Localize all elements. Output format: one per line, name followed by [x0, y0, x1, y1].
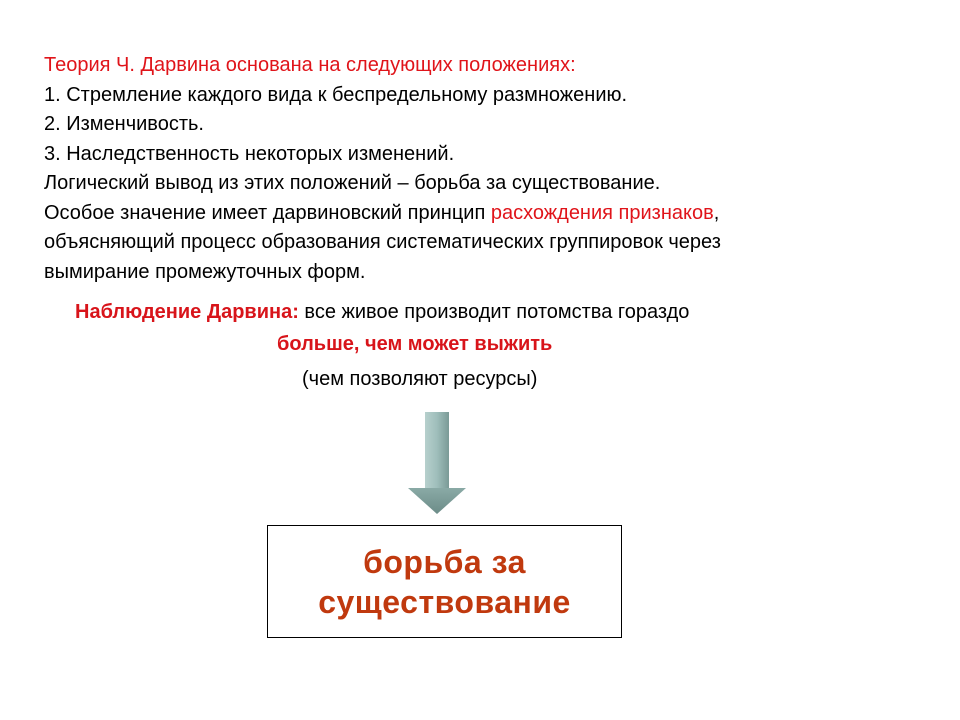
observation-label: Наблюдение Дарвина: [75, 301, 299, 323]
theory-explanation-2: вымирание промежуточных форм. [44, 260, 366, 283]
result-line-1: борьба за [363, 543, 526, 580]
theory-special-term: расхождения признаков [490, 201, 714, 224]
down-arrow-icon [408, 412, 466, 514]
theory-point-3: 3. Наследственность некоторых изменений. [44, 142, 455, 165]
theory-point-1: 1. Стремление каждого вида к беспредельному размножению. [44, 83, 628, 106]
theory-special-prefix: Особое значение имеет дарвиновский принцип [44, 201, 491, 224]
result-text [318, 542, 571, 622]
observation-emphasis: больше, чем может выжить [277, 333, 553, 355]
theory-special-line [44, 199, 924, 229]
theory-explanation-1: объясняющий процесс образования систематических группировок через [44, 231, 721, 253]
theory-point-2: 2. Изменчивость. [44, 113, 204, 135]
theory-text-block [44, 51, 924, 287]
observation-text: все живое производит потомства гораздо [298, 301, 690, 323]
theory-intro: Теория Ч. Дарвина основана на следующих положениях: [44, 54, 576, 76]
result-line-2: существование [318, 583, 571, 620]
theory-conclusion: Логический вывод из этих положений – борьба за существование. [44, 172, 661, 194]
observation-note: (чем позволяют ресурсы) [302, 368, 538, 390]
result-box [267, 525, 622, 638]
theory-special-comma: , [713, 201, 720, 224]
observation-line-1 [75, 296, 689, 329]
